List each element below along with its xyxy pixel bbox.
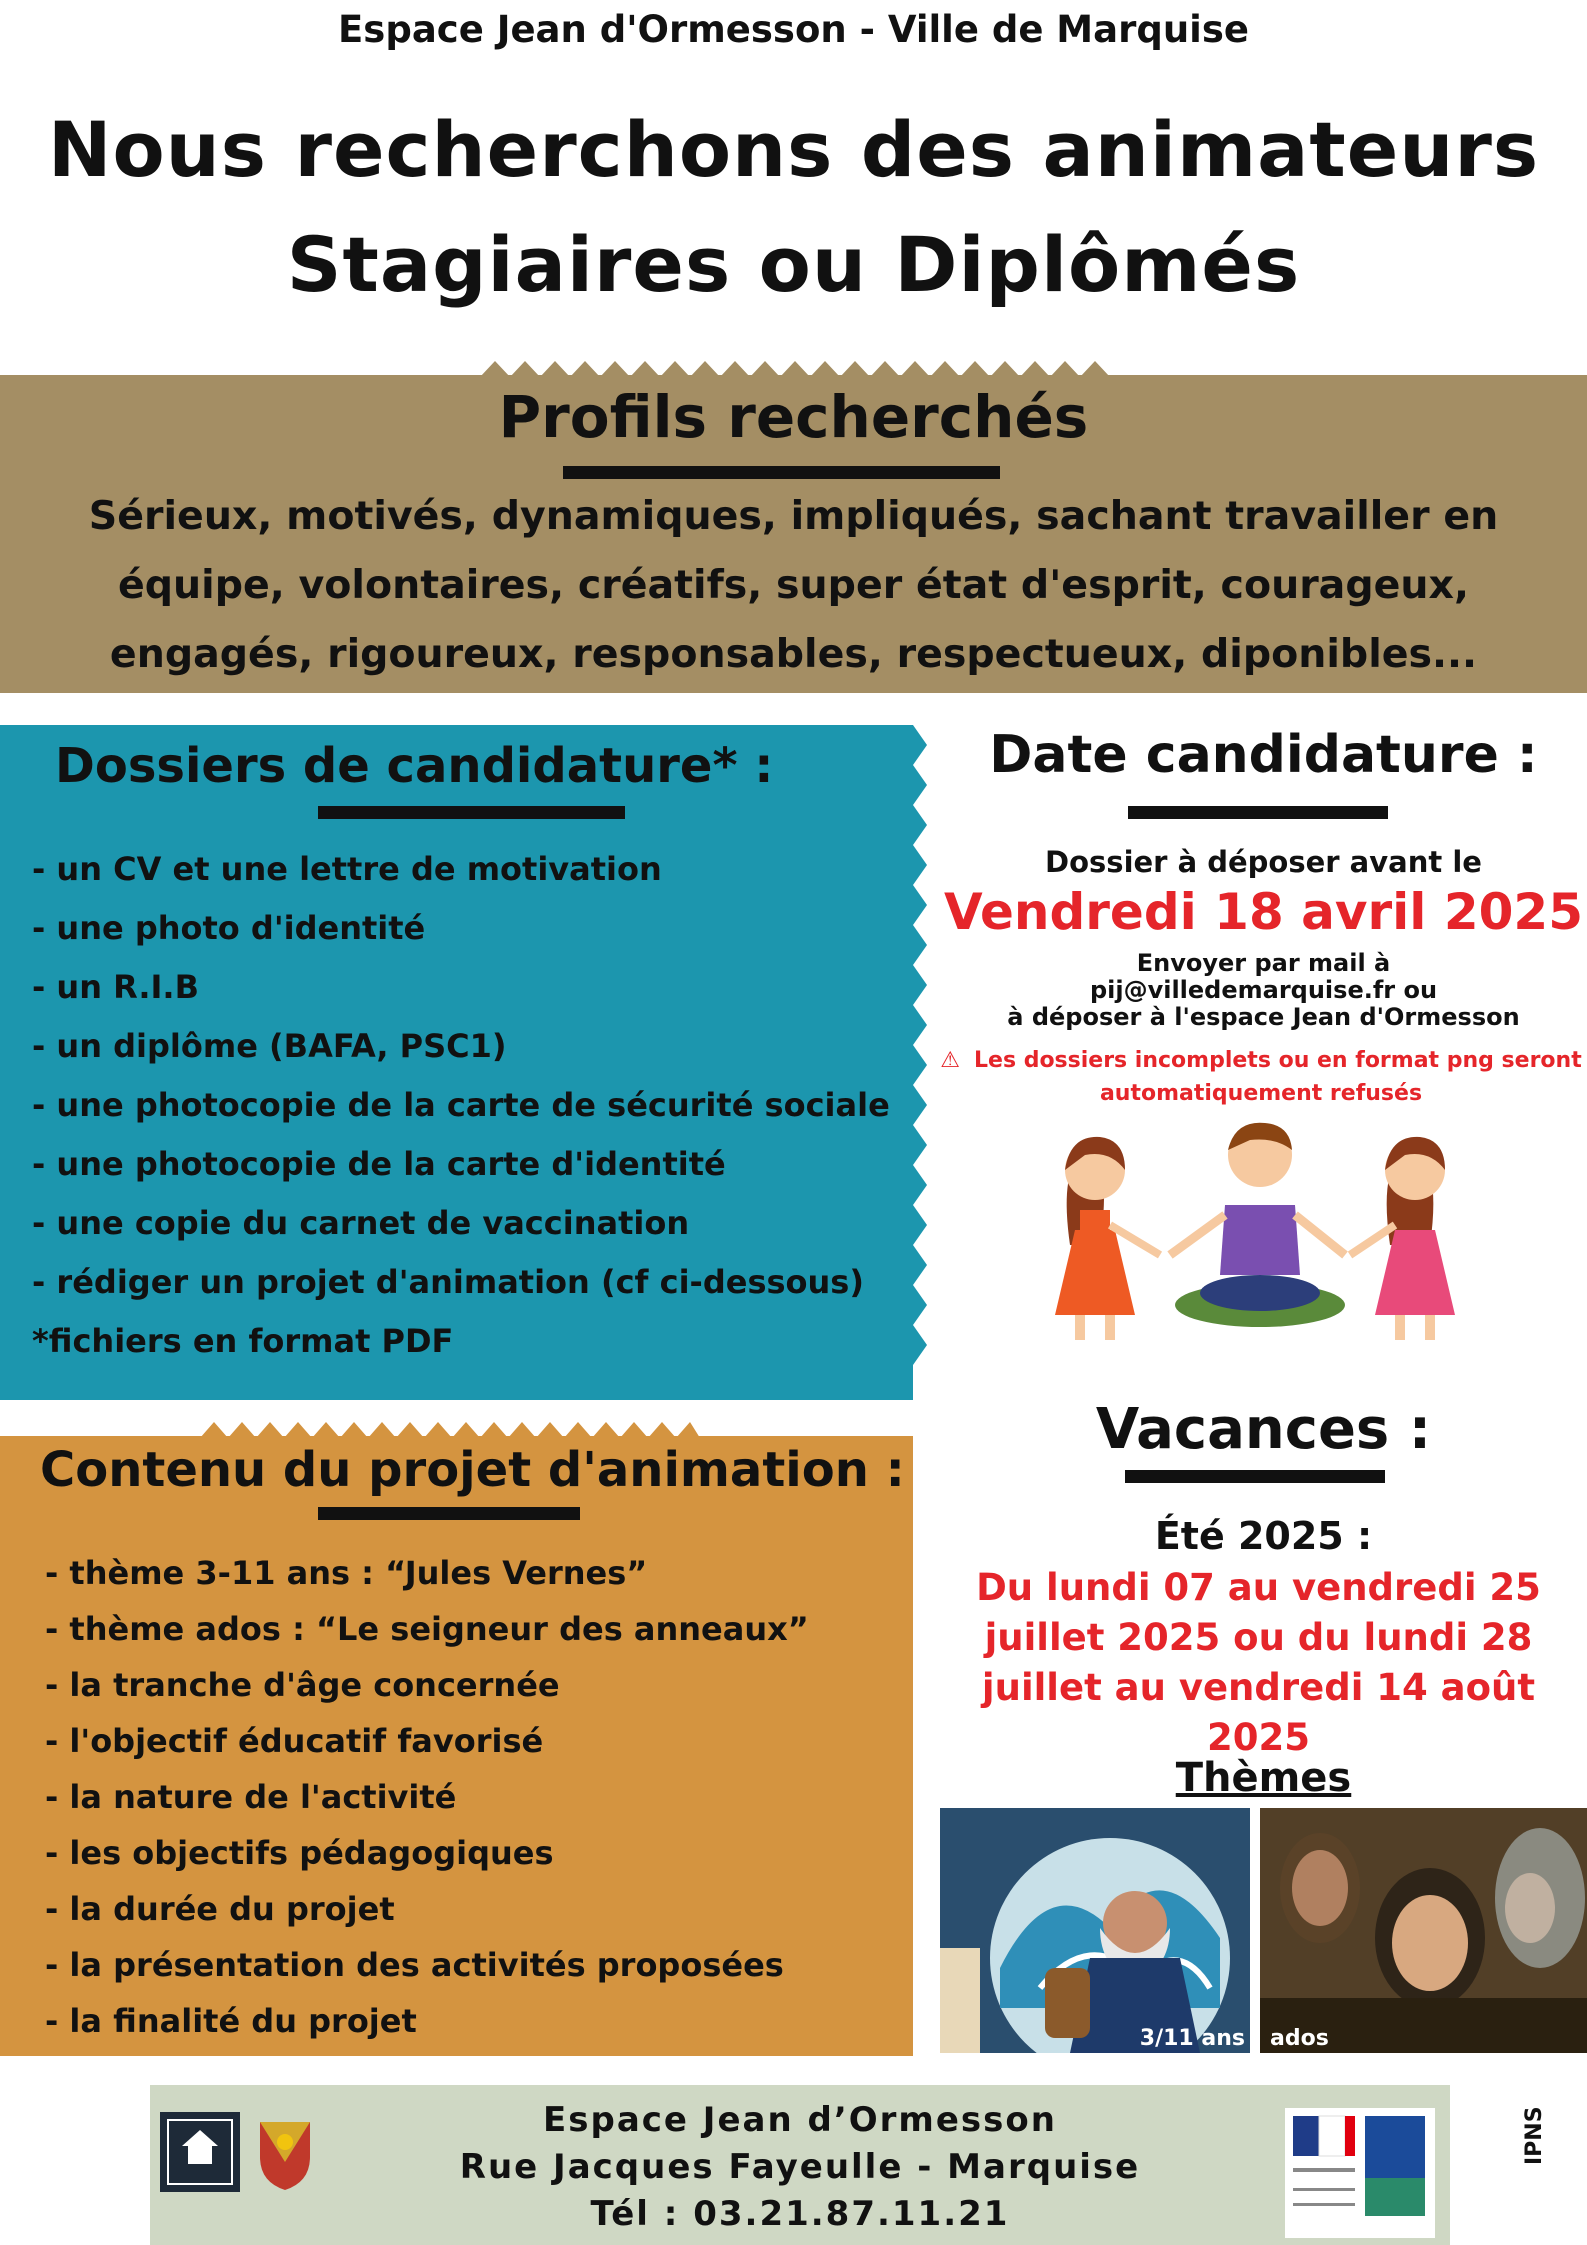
- girl-right-figure: [1350, 1137, 1455, 1340]
- theme-age-label: 3/11 ans: [1139, 2026, 1245, 2051]
- vacances-underline: [1125, 1470, 1385, 1483]
- partner-logos: [1285, 2108, 1435, 2238]
- phone-number[interactable]: Tél : 03.21.87.11.21: [590, 2194, 1010, 2234]
- theme-age-label: ados: [1270, 2026, 1329, 2051]
- list-item: - un CV et une lettre de motivation: [32, 850, 662, 888]
- list-item: - la finalité du projet: [45, 2002, 417, 2040]
- projet-title: Contenu du projet d'animation :: [40, 1442, 905, 1498]
- vacances-dates: [930, 1563, 1587, 1763]
- list-item: - les objectifs pédagogiques: [45, 1834, 554, 1872]
- main-title-line-2: Stagiaires ou Diplômés: [286, 220, 1301, 309]
- republique-caf-logo-icon: [1285, 2108, 1435, 2238]
- projet-underline: [318, 1507, 580, 1520]
- profils-line: équipe, volontaires, créatifs, super état d'esprit, courageux,: [117, 562, 1470, 608]
- list-item: - la tranche d'âge concernée: [45, 1666, 560, 1704]
- warning-notice: [935, 1044, 1587, 1110]
- list-item: - un R.I.B: [32, 968, 199, 1006]
- jules-verne-theme-image: [940, 1808, 1250, 2053]
- email-link[interactable]: pij@villedemarquise.fr ou: [1089, 976, 1438, 1004]
- depot-label: Dossier à déposer avant le: [1045, 845, 1482, 879]
- dates-line: juillet au vendredi 14 août 2025: [981, 1666, 1536, 1759]
- dossiers-list: [32, 840, 890, 1371]
- list-item: - un diplôme (BAFA, PSC1): [32, 1027, 507, 1065]
- lord-of-the-rings-theme-image: [1260, 1808, 1587, 2053]
- themes-title: Thèmes: [1175, 1755, 1352, 1801]
- zigzag-decoration: [200, 1410, 700, 1438]
- zigzag-decoration: [480, 347, 1110, 377]
- list-item: - rédiger un projet d'animation (cf ci-dessous): [32, 1263, 864, 1301]
- zigzag-edge: [905, 725, 935, 1400]
- vacances-title: Vacances :: [1095, 1397, 1432, 1462]
- girl-left-figure: [1055, 1137, 1160, 1340]
- profils-line: engagés, rigoureux, responsables, respectueux, diponibles...: [109, 631, 1478, 677]
- footer-address: [150, 2097, 1450, 2238]
- list-item: - une photocopie de la carte d'identité: [32, 1145, 726, 1183]
- profils-description: [0, 482, 1587, 689]
- envoi-instructions: [940, 950, 1587, 1031]
- date-candidature-title: Date candidature :: [989, 725, 1538, 785]
- list-item: - une photo d'identité: [32, 909, 426, 947]
- warning-line: Les dossiers incomplets ou en format png seront: [974, 1048, 1582, 1073]
- deadline-date: Vendredi 18 avril 2025: [944, 883, 1583, 941]
- dates-line: Du lundi 07 au vendredi 25: [976, 1566, 1541, 1609]
- profils-title: Profils recherchés: [498, 383, 1089, 451]
- boy-center-figure: [1170, 1123, 1345, 1311]
- date-underline: [1128, 806, 1388, 819]
- list-item: *fichiers en format PDF: [32, 1322, 454, 1360]
- season-label: Été 2025 :: [1154, 1514, 1373, 1558]
- warning-line: automatiquement refusés: [1099, 1081, 1423, 1106]
- ipns-label: IPNS: [1522, 2106, 1547, 2165]
- footer-line: Espace Jean d’Ormesson: [543, 2100, 1057, 2140]
- list-item: - l'objectif éducatif favorisé: [45, 1722, 544, 1760]
- footer-line: Rue Jacques Fayeulle - Marquise: [459, 2147, 1141, 2187]
- list-item: - thème ados : “Le seigneur des anneaux”: [45, 1610, 809, 1648]
- list-item: - thème 3-11 ans : “Jules Vernes”: [45, 1554, 648, 1592]
- list-item: - la durée du projet: [45, 1890, 395, 1928]
- envoi-line: Envoyer par mail à: [1136, 949, 1391, 977]
- children-illustration: [1040, 1115, 1480, 1355]
- warning-triangle-icon: ⚠: [940, 1048, 960, 1073]
- list-item: - une photocopie de la carte de sécurité sociale: [32, 1086, 890, 1124]
- list-item: - la présentation des activités proposées: [45, 1946, 784, 1984]
- envoi-line: à déposer à l'espace Jean d'Ormesson: [1007, 1003, 1520, 1031]
- dossiers-title: Dossiers de candidature* :: [55, 738, 774, 794]
- list-item: - la nature de l'activité: [45, 1778, 457, 1816]
- dossiers-underline: [318, 806, 625, 819]
- dates-line: juillet 2025 ou du lundi 28: [984, 1616, 1533, 1659]
- projet-list: [45, 1545, 809, 2049]
- list-item: - une copie du carnet de vaccination: [32, 1204, 690, 1242]
- profils-line: Sérieux, motivés, dynamiques, impliqués, sachant travailler en: [88, 493, 1499, 539]
- organization-line: Espace Jean d'Ormesson - Ville de Marquise: [338, 8, 1249, 51]
- main-title-line-1: Nous recherchons des animateurs: [47, 105, 1540, 194]
- profils-underline: [563, 466, 1000, 479]
